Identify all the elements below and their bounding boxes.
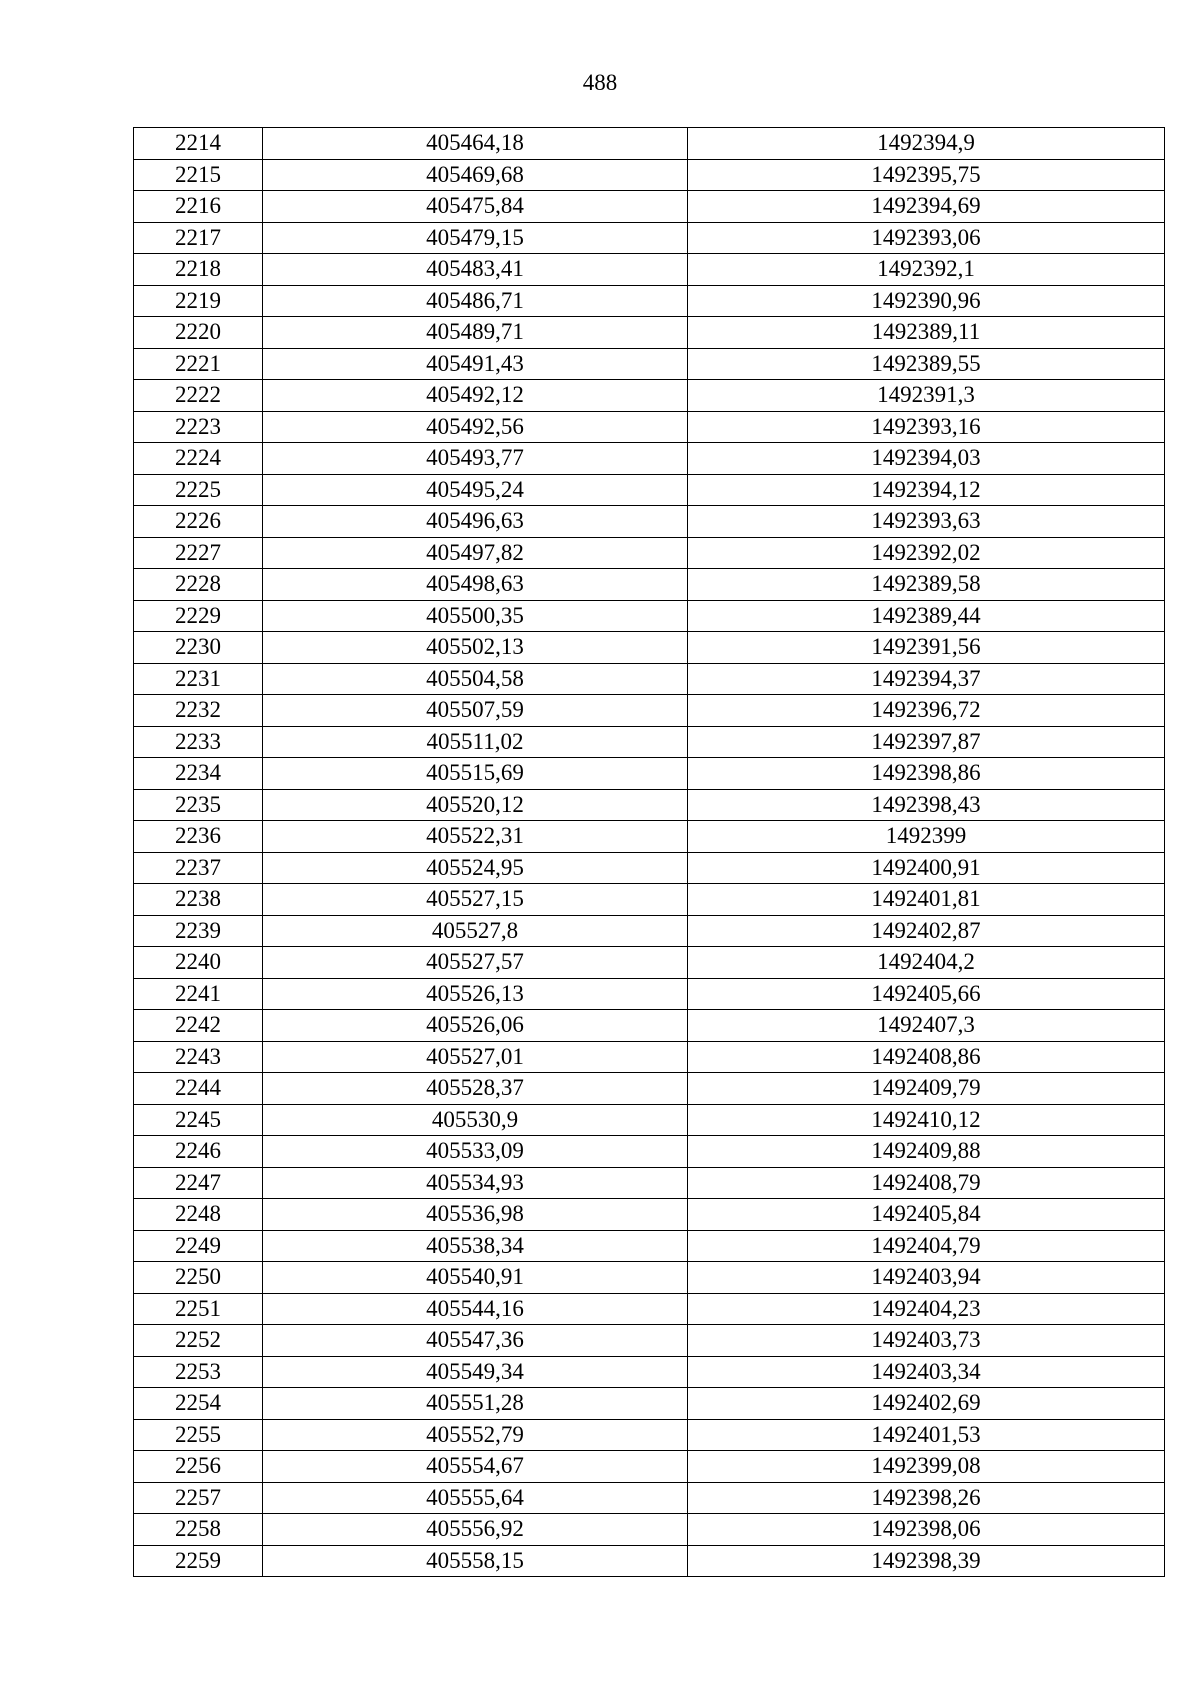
point-number-cell: 2256 — [134, 1451, 263, 1483]
point-number-cell: 2221 — [134, 348, 263, 380]
y-coordinate-cell: 1492394,12 — [688, 474, 1165, 506]
x-coordinate-cell: 405464,18 — [263, 128, 688, 160]
table-row — [134, 191, 1165, 223]
y-coordinate-cell: 1492389,58 — [688, 569, 1165, 601]
table-row — [134, 1545, 1165, 1577]
table-row — [134, 254, 1165, 286]
y-coordinate-cell: 1492399,08 — [688, 1451, 1165, 1483]
table-row — [134, 695, 1165, 727]
point-number-cell: 2258 — [134, 1514, 263, 1546]
point-number-cell: 2215 — [134, 159, 263, 191]
x-coordinate-cell: 405479,15 — [263, 222, 688, 254]
y-coordinate-cell: 1492401,81 — [688, 884, 1165, 916]
x-coordinate-cell: 405527,57 — [263, 947, 688, 979]
y-coordinate-cell: 1492408,86 — [688, 1041, 1165, 1073]
y-coordinate-cell: 1492394,37 — [688, 663, 1165, 695]
y-coordinate-cell: 1492409,79 — [688, 1073, 1165, 1105]
table-row — [134, 758, 1165, 790]
table-row — [134, 947, 1165, 979]
x-coordinate-cell: 405534,93 — [263, 1167, 688, 1199]
table-row — [134, 569, 1165, 601]
point-number-cell: 2251 — [134, 1293, 263, 1325]
table-row — [134, 222, 1165, 254]
y-coordinate-cell: 1492410,12 — [688, 1104, 1165, 1136]
point-number-cell: 2219 — [134, 285, 263, 317]
x-coordinate-cell: 405483,41 — [263, 254, 688, 286]
x-coordinate-cell: 405489,71 — [263, 317, 688, 349]
x-coordinate-cell: 405551,28 — [263, 1388, 688, 1420]
point-number-cell: 2253 — [134, 1356, 263, 1388]
table-row — [134, 915, 1165, 947]
table-row — [134, 1293, 1165, 1325]
x-coordinate-cell: 405528,37 — [263, 1073, 688, 1105]
table-row — [134, 852, 1165, 884]
point-number-cell: 2222 — [134, 380, 263, 412]
x-coordinate-cell: 405527,01 — [263, 1041, 688, 1073]
table-row — [134, 884, 1165, 916]
y-coordinate-cell: 1492398,06 — [688, 1514, 1165, 1546]
y-coordinate-cell: 1492399 — [688, 821, 1165, 853]
x-coordinate-cell: 405524,95 — [263, 852, 688, 884]
table-row — [134, 1419, 1165, 1451]
y-coordinate-cell: 1492405,84 — [688, 1199, 1165, 1231]
table-row — [134, 1262, 1165, 1294]
x-coordinate-cell: 405515,69 — [263, 758, 688, 790]
table-row — [134, 632, 1165, 664]
table-row — [134, 474, 1165, 506]
x-coordinate-cell: 405497,82 — [263, 537, 688, 569]
table-row — [134, 1167, 1165, 1199]
y-coordinate-cell: 1492393,16 — [688, 411, 1165, 443]
table-row — [134, 1104, 1165, 1136]
y-coordinate-cell: 1492394,69 — [688, 191, 1165, 223]
point-number-cell: 2245 — [134, 1104, 263, 1136]
coordinates-table — [133, 127, 1165, 1577]
table-row — [134, 1388, 1165, 1420]
table-row — [134, 411, 1165, 443]
point-number-cell: 2228 — [134, 569, 263, 601]
x-coordinate-cell: 405544,16 — [263, 1293, 688, 1325]
y-coordinate-cell: 1492402,69 — [688, 1388, 1165, 1420]
table-row — [134, 1136, 1165, 1168]
x-coordinate-cell: 405533,09 — [263, 1136, 688, 1168]
point-number-cell: 2223 — [134, 411, 263, 443]
table-row — [134, 978, 1165, 1010]
y-coordinate-cell: 1492404,2 — [688, 947, 1165, 979]
x-coordinate-cell: 405504,58 — [263, 663, 688, 695]
table-row — [134, 537, 1165, 569]
x-coordinate-cell: 405469,68 — [263, 159, 688, 191]
x-coordinate-cell: 405492,56 — [263, 411, 688, 443]
x-coordinate-cell: 405475,84 — [263, 191, 688, 223]
x-coordinate-cell: 405530,9 — [263, 1104, 688, 1136]
table-body — [134, 128, 1165, 1577]
table-row — [134, 1041, 1165, 1073]
x-coordinate-cell: 405492,12 — [263, 380, 688, 412]
point-number-cell: 2229 — [134, 600, 263, 632]
y-coordinate-cell: 1492396,72 — [688, 695, 1165, 727]
point-number-cell: 2240 — [134, 947, 263, 979]
y-coordinate-cell: 1492407,3 — [688, 1010, 1165, 1042]
point-number-cell: 2232 — [134, 695, 263, 727]
point-number-cell: 2255 — [134, 1419, 263, 1451]
table-row — [134, 1482, 1165, 1514]
table-row — [134, 789, 1165, 821]
point-number-cell: 2236 — [134, 821, 263, 853]
table-row — [134, 726, 1165, 758]
y-coordinate-cell: 1492403,94 — [688, 1262, 1165, 1294]
y-coordinate-cell: 1492403,73 — [688, 1325, 1165, 1357]
x-coordinate-cell: 405547,36 — [263, 1325, 688, 1357]
table-row — [134, 1356, 1165, 1388]
y-coordinate-cell: 1492409,88 — [688, 1136, 1165, 1168]
table-row — [134, 821, 1165, 853]
table-row — [134, 600, 1165, 632]
y-coordinate-cell: 1492398,43 — [688, 789, 1165, 821]
table-row — [134, 663, 1165, 695]
x-coordinate-cell: 405520,12 — [263, 789, 688, 821]
point-number-cell: 2248 — [134, 1199, 263, 1231]
point-number-cell: 2239 — [134, 915, 263, 947]
table-row — [134, 348, 1165, 380]
point-number-cell: 2246 — [134, 1136, 263, 1168]
point-number-cell: 2238 — [134, 884, 263, 916]
x-coordinate-cell: 405526,06 — [263, 1010, 688, 1042]
table-row — [134, 1325, 1165, 1357]
x-coordinate-cell: 405500,35 — [263, 600, 688, 632]
point-number-cell: 2231 — [134, 663, 263, 695]
x-coordinate-cell: 405554,67 — [263, 1451, 688, 1483]
x-coordinate-cell: 405555,64 — [263, 1482, 688, 1514]
point-number-cell: 2244 — [134, 1073, 263, 1105]
table-row — [134, 159, 1165, 191]
x-coordinate-cell: 405527,15 — [263, 884, 688, 916]
y-coordinate-cell: 1492392,1 — [688, 254, 1165, 286]
point-number-cell: 2214 — [134, 128, 263, 160]
x-coordinate-cell: 405498,63 — [263, 569, 688, 601]
point-number-cell: 2242 — [134, 1010, 263, 1042]
y-coordinate-cell: 1492389,55 — [688, 348, 1165, 380]
y-coordinate-cell: 1492404,79 — [688, 1230, 1165, 1262]
point-number-cell: 2252 — [134, 1325, 263, 1357]
point-number-cell: 2237 — [134, 852, 263, 884]
table-row — [134, 1073, 1165, 1105]
point-number-cell: 2224 — [134, 443, 263, 475]
table-row — [134, 1514, 1165, 1546]
table-row — [134, 443, 1165, 475]
point-number-cell: 2226 — [134, 506, 263, 538]
table-row — [134, 285, 1165, 317]
table-row — [134, 1199, 1165, 1231]
y-coordinate-cell: 1492400,91 — [688, 852, 1165, 884]
x-coordinate-cell: 405495,24 — [263, 474, 688, 506]
y-coordinate-cell: 1492391,3 — [688, 380, 1165, 412]
table-row — [134, 1010, 1165, 1042]
y-coordinate-cell: 1492401,53 — [688, 1419, 1165, 1451]
point-number-cell: 2230 — [134, 632, 263, 664]
point-number-cell: 2243 — [134, 1041, 263, 1073]
table-row — [134, 317, 1165, 349]
point-number-cell: 2249 — [134, 1230, 263, 1262]
x-coordinate-cell: 405511,02 — [263, 726, 688, 758]
y-coordinate-cell: 1492394,03 — [688, 443, 1165, 475]
x-coordinate-cell: 405538,34 — [263, 1230, 688, 1262]
point-number-cell: 2233 — [134, 726, 263, 758]
y-coordinate-cell: 1492398,86 — [688, 758, 1165, 790]
x-coordinate-cell: 405496,63 — [263, 506, 688, 538]
x-coordinate-cell: 405486,71 — [263, 285, 688, 317]
y-coordinate-cell: 1492389,44 — [688, 600, 1165, 632]
y-coordinate-cell: 1492398,26 — [688, 1482, 1165, 1514]
point-number-cell: 2227 — [134, 537, 263, 569]
point-number-cell: 2220 — [134, 317, 263, 349]
page-number: 488 — [582, 70, 618, 95]
point-number-cell: 2254 — [134, 1388, 263, 1420]
point-number-cell: 2250 — [134, 1262, 263, 1294]
x-coordinate-cell: 405540,91 — [263, 1262, 688, 1294]
y-coordinate-cell: 1492390,96 — [688, 285, 1165, 317]
x-coordinate-cell: 405526,13 — [263, 978, 688, 1010]
point-number-cell: 2257 — [134, 1482, 263, 1514]
y-coordinate-cell: 1492393,63 — [688, 506, 1165, 538]
point-number-cell: 2217 — [134, 222, 263, 254]
y-coordinate-cell: 1492404,23 — [688, 1293, 1165, 1325]
point-number-cell: 2234 — [134, 758, 263, 790]
x-coordinate-cell: 405549,34 — [263, 1356, 688, 1388]
point-number-cell: 2235 — [134, 789, 263, 821]
table-row — [134, 1451, 1165, 1483]
table-row — [134, 1230, 1165, 1262]
x-coordinate-cell: 405507,59 — [263, 695, 688, 727]
x-coordinate-cell: 405558,15 — [263, 1545, 688, 1577]
y-coordinate-cell: 1492402,87 — [688, 915, 1165, 947]
y-coordinate-cell: 1492403,34 — [688, 1356, 1165, 1388]
y-coordinate-cell: 1492398,39 — [688, 1545, 1165, 1577]
table-row — [134, 380, 1165, 412]
x-coordinate-cell: 405527,8 — [263, 915, 688, 947]
point-number-cell: 2225 — [134, 474, 263, 506]
y-coordinate-cell: 1492392,02 — [688, 537, 1165, 569]
x-coordinate-cell: 405491,43 — [263, 348, 688, 380]
table-row — [134, 128, 1165, 160]
x-coordinate-cell: 405556,92 — [263, 1514, 688, 1546]
point-number-cell: 2259 — [134, 1545, 263, 1577]
y-coordinate-cell: 1492389,11 — [688, 317, 1165, 349]
x-coordinate-cell: 405502,13 — [263, 632, 688, 664]
point-number-cell: 2218 — [134, 254, 263, 286]
y-coordinate-cell: 1492408,79 — [688, 1167, 1165, 1199]
point-number-cell: 2216 — [134, 191, 263, 223]
point-number-cell: 2247 — [134, 1167, 263, 1199]
x-coordinate-cell: 405522,31 — [263, 821, 688, 853]
y-coordinate-cell: 1492397,87 — [688, 726, 1165, 758]
x-coordinate-cell: 405493,77 — [263, 443, 688, 475]
point-number-cell: 2241 — [134, 978, 263, 1010]
x-coordinate-cell: 405552,79 — [263, 1419, 688, 1451]
y-coordinate-cell: 1492405,66 — [688, 978, 1165, 1010]
y-coordinate-cell: 1492391,56 — [688, 632, 1165, 664]
y-coordinate-cell: 1492395,75 — [688, 159, 1165, 191]
y-coordinate-cell: 1492394,9 — [688, 128, 1165, 160]
y-coordinate-cell: 1492393,06 — [688, 222, 1165, 254]
table-row — [134, 506, 1165, 538]
x-coordinate-cell: 405536,98 — [263, 1199, 688, 1231]
